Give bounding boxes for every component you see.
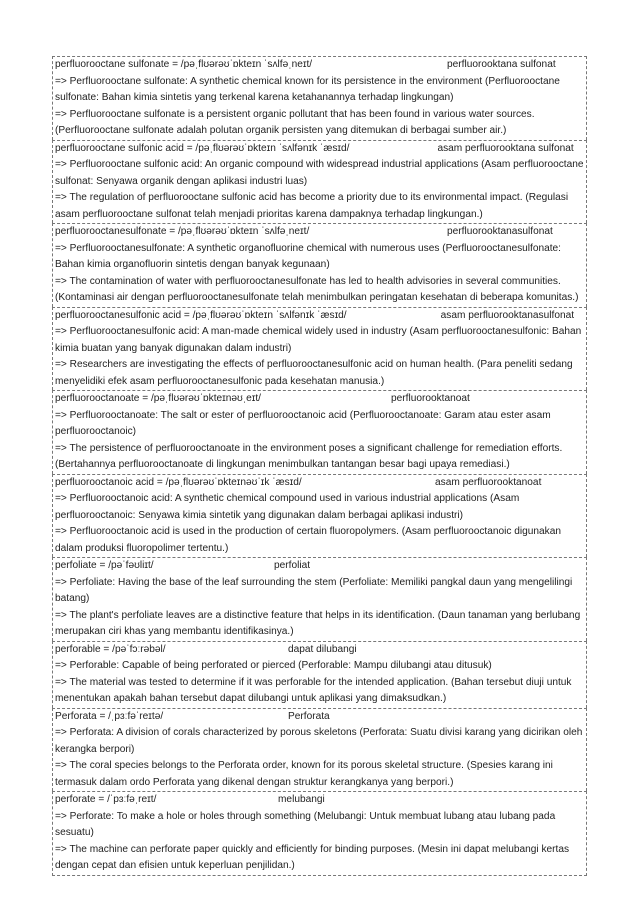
- dictionary-entry: [52, 557, 587, 641]
- dictionary-entry: [52, 56, 587, 140]
- dictionary-entry: [52, 223, 587, 307]
- dictionary-entry: [52, 708, 587, 792]
- example-line: => Perfluorooctanoic acid is used in the production of certain fluoropolymers. (Asam perfluorooctanoic digunakan dalam produksi fluoropolimer tertentu.): [55, 526, 561, 554]
- example-line: => The contamination of water with perfluorooctanesulfonate has led to health advisories in several communities. (Kontaminasi air dengan perfluorooctanesulfonate telah menimbulkan peringatan kesehatan di beberapa komunitas.): [55, 275, 579, 303]
- term-translation: perfoliat: [274, 560, 311, 571]
- entry-heading: [55, 308, 584, 325]
- dictionary-sheet: [52, 56, 587, 876]
- term-translation: Perforata: [288, 710, 330, 722]
- term-pronunciation: perforate = /ˈpɜːfəˌreɪt/: [55, 794, 157, 805]
- definition-line: => Perfluorooctanoate: The salt or ester of perfluorooctanoic acid (Perfluorooctanoate: Garam atau ester asam perfluorooctanoic): [55, 409, 551, 437]
- entry-heading: [55, 558, 584, 575]
- example-line: => Researchers are investigating the effects of perfluorooctanesulfonic acid on human health. (Para peneliti sedang menyelidiki efek asam perfluorooctanesulfonic pada kesehatan manusia.): [55, 359, 573, 387]
- dictionary-entry: [52, 474, 587, 558]
- entry-heading: [55, 391, 584, 408]
- dictionary-entry: [52, 791, 587, 876]
- example-line: => Perfluorooctane sulfonate is a persistent organic pollutant that has been found in various water sources. (Perfluorooctane sulfonate adalah polutan organik persisten yang ditemukan di berbagai sumber air.): [55, 108, 535, 136]
- dictionary-entry: [52, 307, 587, 391]
- definition-line: => Perforata: A division of corals characterized by porous skeletons (Perforata: Suatu divisi karang yang dicirikan oleh kerangka berpori): [55, 727, 583, 755]
- term-pronunciation: perfluorooctanoic acid = /pəˌflʊərəʊˈɒkteɪnəʊˈɪk ˈæsɪd/: [55, 476, 302, 488]
- definition-line: => Perforate: To make a hole or holes through something (Melubangi: Untuk membuat lubang atau lubang pada sesuatu): [55, 810, 556, 838]
- definition-line: => Perfluorooctanesulfonate: A synthetic organofluorine chemical with numerous uses (Perfluorooctanesulfonate: Bahan kimia organofluorin sintetis dengan banyak kegunaan): [55, 242, 561, 270]
- definition-line: => Perfluorooctane sulfonic acid: An organic compound with widespread industrial applications (Asam perfluorooctane sulfonat: Senyawa organik dengan aplikasi industri luas): [55, 159, 584, 187]
- definition-line: => Perfluorooctane sulfonate: A synthetic chemical known for its persistence in the environment (Perfluorooctane sulfonate: Bahan kimia sintetis yang terkenal karena ketahanannya terhadap lingkungan): [55, 75, 560, 103]
- term-translation: asam perfluorooktana sulfonat: [437, 142, 574, 154]
- term-translation: perfluorooktanoat: [391, 393, 470, 404]
- term-translation: asam perfluorooktanoat: [435, 476, 542, 488]
- example-line: => The plant's perfoliate leaves are a distinctive feature that helps in its identification. (Daun tanaman yang berlubang merupakan ciri khas yang membantu identifikasinya.): [55, 609, 581, 637]
- term-pronunciation: Perforata = /ˌpɜːfəˈreɪtə/: [55, 710, 164, 722]
- definition-line: => Perforable: Capable of being perforated or pierced (Perforable: Mampu dilubangi atau ditusuk): [55, 660, 492, 671]
- dictionary-entry: [52, 140, 587, 224]
- example-line: => The machine can perforate paper quickly and efficiently for binding purposes. (Mesin ini dapat melubangi kertas dengan cepat dan efisien untuk keperluan penjilidan.): [55, 843, 570, 871]
- entry-heading: [55, 475, 584, 492]
- definition-line: => Perfluorooctanesulfonic acid: A man-made chemical widely used in industry (Asam perfluorooctanesulfonic: Bahan kimia buatan yang banyak digunakan dalam industri): [55, 326, 582, 354]
- entry-heading: [55, 224, 584, 241]
- entry-heading: [55, 642, 584, 659]
- definition-line: => Perfluorooctanoic acid: A synthetic chemical compound used in various industrial applications (Asam perfluorooctanoic: Senyawa kimia sintetik yang digunakan dalam berbagai aplikasi industri): [55, 493, 520, 521]
- example-line: => The regulation of perfluorooctane sulfonic acid has become a priority due to its environmental impact. (Regulasi asam perfluorooctane sulfonat telah menjadi prioritas karena dampaknya terhadap lingkungan.): [55, 192, 569, 220]
- dictionary-entry: [52, 641, 587, 708]
- term-pronunciation: perfluorooctanoate = /pəˌflʊərəʊˈɒkteɪnəʊˌeɪt/: [55, 393, 261, 404]
- term-pronunciation: perfoliate = /pəˈfəʊliɪt/: [55, 560, 154, 571]
- term-pronunciation: perfluorooctanesulfonic acid = /pəˌflʊərəʊˈɒkteɪn ˈsʌlfənɪk ˈæsɪd/: [55, 309, 347, 321]
- term-translation: dapat dilubangi: [288, 643, 357, 655]
- example-line: => The coral species belongs to the Perforata order, known for its porous skeletal structure. (Spesies karang ini termasuk dalam ordo Perforata yang dikenal dengan struktur kerangkanya yang berpori.): [55, 760, 553, 788]
- entry-heading: [55, 57, 584, 74]
- example-line: => The material was tested to determine if it was perforable for the intended application. (Bahan tersebut diuji untuk menentukan apakah bahan tersebut dapat dilubangi untuk aplikasi yang dimaksudkan.): [55, 676, 572, 704]
- term-pronunciation: perforable = /pəˈfɔːrəbəl/: [55, 643, 166, 655]
- dictionary-entry: [52, 390, 587, 474]
- term-pronunciation: perfluorooctane sulfonic acid = /pəˌflʊərəʊˈɒkteɪn ˈsʌlfənɪk ˈæsɪd/: [55, 142, 350, 154]
- term-translation: asam perfluorooktanasulfonat: [440, 309, 575, 321]
- term-translation: perfluorooktanasulfonat: [447, 226, 553, 237]
- entry-heading: [55, 141, 584, 158]
- term-pronunciation: perfluorooctanesulfonate = /pəˌflʊərəʊˈɒkteɪn ˈsʌlfəˌneɪt/: [55, 226, 310, 237]
- term-translation: perfluorooktana sulfonat: [447, 59, 556, 70]
- term-translation: melubangi: [278, 794, 325, 805]
- entry-heading: [55, 709, 584, 726]
- term-pronunciation: perfluorooctane sulfonate = /pəˌflʊərəʊˈɒkteɪn ˈsʌlfəˌneɪt/: [55, 59, 313, 70]
- example-line: => The persistence of perfluorooctanoate in the environment poses a significant challenge for remediation efforts. (Bertahannya perfluorooctanoate di lingkungan menimbulkan tantangan besar bagi upaya remediasi.): [55, 442, 563, 470]
- definition-line: => Perfoliate: Having the base of the leaf surrounding the stem (Perfoliate: Memiliki pangkal daun yang mengelilingi batang): [55, 576, 573, 604]
- entry-heading: [55, 792, 584, 809]
